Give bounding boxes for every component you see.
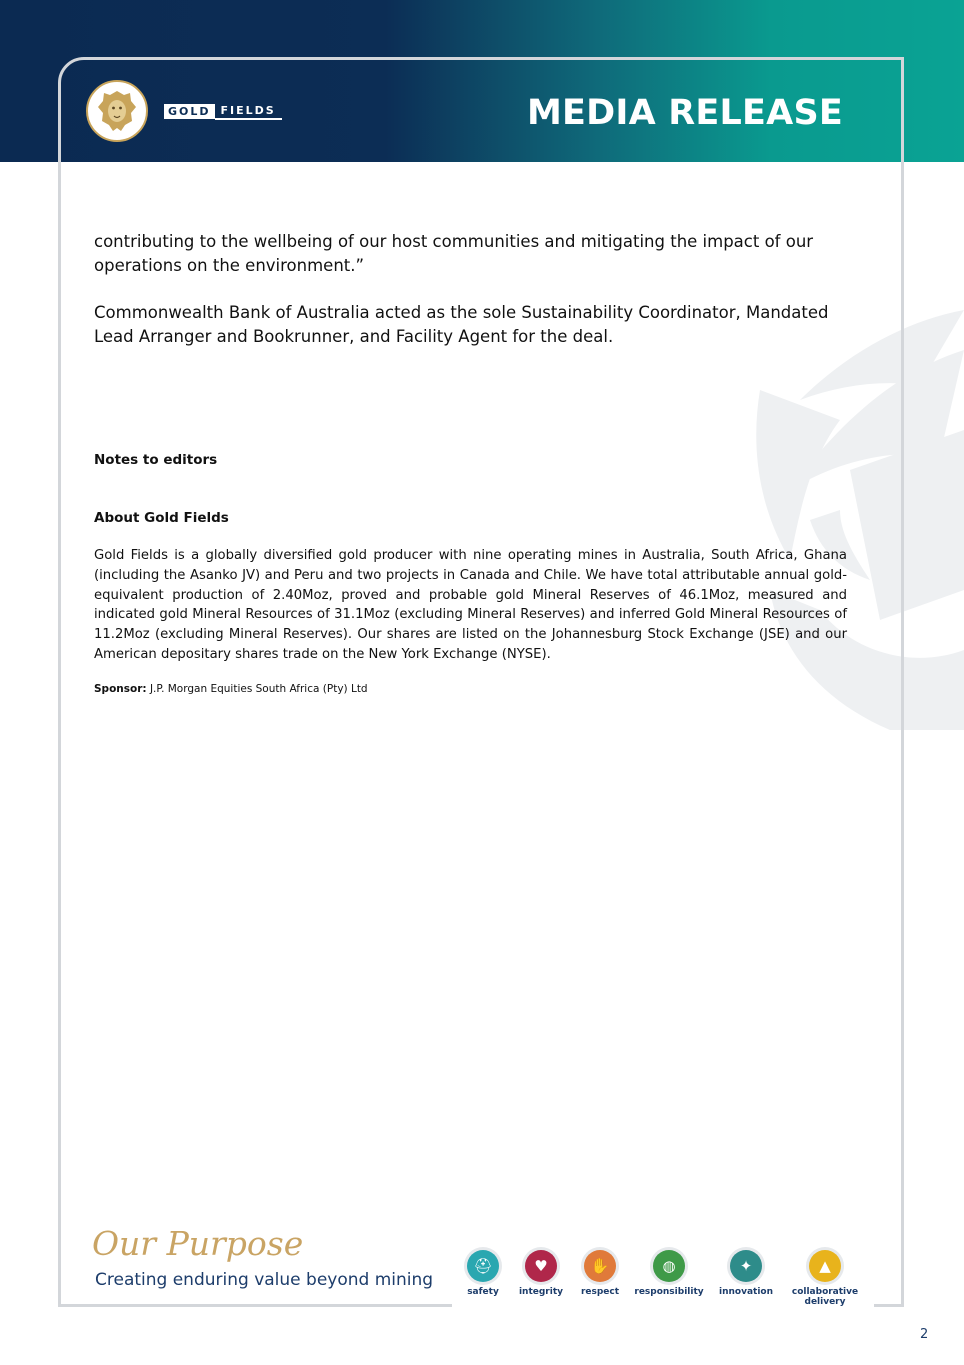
- sponsor-label: Sponsor:: [94, 682, 147, 695]
- paragraph-wellbeing: contributing to the wellbeing of our host communities and mitigating the impact of our operations on the environment.”: [94, 232, 814, 275]
- our-purpose-script: Our Purpose: [92, 1224, 304, 1263]
- value-respect: [560, 1250, 640, 1297]
- gold-fields-logo[interactable]: [86, 80, 282, 142]
- brand-wordmark: [164, 103, 282, 119]
- value-label: responsibility: [634, 1287, 704, 1297]
- value-responsibility: [629, 1250, 709, 1297]
- notes-heading: Notes to editors: [94, 452, 218, 468]
- about-heading: About Gold Fields: [94, 510, 229, 526]
- page-number: 2: [920, 1327, 929, 1342]
- lion-emblem-icon: [86, 80, 148, 142]
- hands-heart-icon: ♥: [525, 1250, 557, 1282]
- sponsor-value: J.P. Morgan Equities South Africa (Pty) Ltd: [146, 682, 368, 695]
- paragraph-commonwealth-bank: Commonwealth Bank of Australia acted as the sole Sustainability Coordinator, Mandated Lead Arranger and Bookrunner, and Facility Agent for the deal.: [94, 303, 829, 346]
- lightbulb-icon: ✦: [730, 1250, 762, 1282]
- stack-icon: ▲: [809, 1250, 841, 1282]
- value-innovation: [706, 1250, 786, 1297]
- value-label: integrity: [518, 1287, 564, 1297]
- page-title: MEDIA RELEASE: [527, 93, 843, 133]
- value-label: safety: [467, 1287, 499, 1297]
- handshake-icon: ✋: [584, 1250, 616, 1282]
- globe-hand-icon: ◍: [653, 1250, 685, 1282]
- value-collaborative-delivery: [785, 1250, 865, 1307]
- value-label: innovation: [719, 1287, 773, 1297]
- value-label: respect: [580, 1287, 620, 1297]
- brand-fields: FIELDS: [215, 103, 282, 120]
- about-text: Gold Fields is a globally diversified gold producer with nine operating mines in Australia, South Africa, Ghana (including the Asanko JV) and Peru and two projects in Canada and Chile. We have total attributable annual gold-equivalent production of 2.40Moz, proved and probable gold Mineral Reserves of 46.1Moz, measured and indicated gold Mineral Resources of 31.1Moz (excluding Mineral Reserves) and inferred Gold Mineral Resources of 11.2Moz (excluding Mineral Reserves). Our shares are listed on the Johannesburg Stock Exchange (JSE) and our American depositary shares trade on the New York Exchange (NYSE).: [94, 548, 847, 662]
- hard-hat-icon: ⛑: [467, 1250, 499, 1282]
- sponsor-line: [94, 683, 847, 695]
- value-label: collaborative delivery: [791, 1287, 859, 1307]
- main-content: [94, 230, 847, 695]
- brand-gold: GOLD: [164, 104, 215, 119]
- purpose-tagline: Creating enduring value beyond mining: [95, 1270, 434, 1290]
